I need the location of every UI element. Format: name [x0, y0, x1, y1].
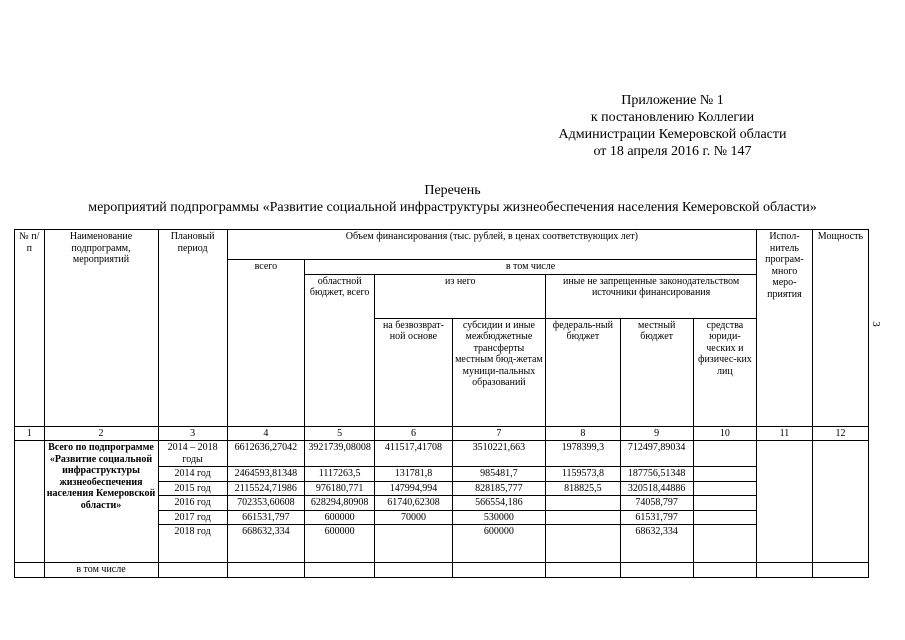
legal-entities-cell [693, 481, 756, 496]
header-number: № п/п [15, 230, 45, 427]
column-number: 3 [158, 426, 227, 441]
period-cell: 2017 год [158, 510, 227, 525]
header-of-which: из него [375, 274, 546, 318]
empty-cell [452, 563, 546, 578]
legal-entities-cell [693, 467, 756, 482]
header-period: Плановый период [158, 230, 227, 427]
subsidies-cell: 530000 [452, 510, 546, 525]
empty-cell [620, 563, 693, 578]
column-number: 11 [756, 426, 812, 441]
column-number: 5 [305, 426, 375, 441]
federal-cell [546, 525, 620, 563]
period-cell: 2015 год [158, 481, 227, 496]
empty-cell [158, 563, 227, 578]
regional-cell: 600000 [305, 525, 375, 563]
legal-entities-cell [693, 496, 756, 511]
legal-entities-cell [693, 525, 756, 563]
appendix-line-4: от 18 апреля 2016 г. № 147 [593, 144, 752, 159]
empty-cell [375, 563, 452, 578]
regional-cell: 3921739,08008 [305, 441, 375, 467]
header-executor: Испол-нитель програм-много меро-приятия [756, 230, 812, 427]
empty-cell [693, 563, 756, 578]
header-local: местный бюджет [620, 318, 693, 426]
federal-cell: 1978399,3 [546, 441, 620, 467]
header-name: Наименование подпрограмм, мероприятий [44, 230, 158, 427]
total-cell: 668632,334 [227, 525, 304, 563]
period-cell: 2014 – 2018 годы [158, 441, 227, 467]
document-title: Перечень [424, 183, 481, 198]
column-number: 2 [44, 426, 158, 441]
period-cell: 2018 год [158, 525, 227, 563]
column-number: 8 [546, 426, 620, 441]
period-cell: 2014 год [158, 467, 227, 482]
regional-cell: 1117263,5 [305, 467, 375, 482]
regional-cell: 600000 [305, 510, 375, 525]
local-cell: 61531,797 [620, 510, 693, 525]
header-non-repayable: на безвозврат-ной основе [375, 318, 452, 426]
row-number-cell [15, 563, 45, 578]
subsidies-cell: 566554,186 [452, 496, 546, 511]
column-number: 6 [375, 426, 452, 441]
total-cell: 661531,797 [227, 510, 304, 525]
empty-cell [812, 563, 868, 578]
empty-cell [756, 563, 812, 578]
federal-cell: 818825,5 [546, 481, 620, 496]
regional-cell: 976180,771 [305, 481, 375, 496]
non-repayable-cell: 147994,994 [375, 481, 452, 496]
header-federal: федераль-ный бюджет [546, 318, 620, 426]
subsidies-cell: 985481,7 [452, 467, 546, 482]
header-including: в том числе [305, 260, 757, 275]
non-repayable-cell: 131781,8 [375, 467, 452, 482]
total-cell: 2115524,71986 [227, 481, 304, 496]
subsidies-cell: 3510221,663 [452, 441, 546, 467]
capacity-cell [812, 441, 868, 563]
table-row [15, 441, 869, 467]
empty-cell [227, 563, 304, 578]
non-repayable-cell: 411517,41708 [375, 441, 452, 467]
document-subtitle: мероприятий подпрограммы «Развитие социальной инфраструктуры жизнеобеспечения населения Кемеровской области» [88, 200, 817, 215]
subsidies-cell: 600000 [452, 525, 546, 563]
header-other-sources: иные не запрещенные законодательством источники финансирования [546, 274, 757, 318]
non-repayable-cell [375, 525, 452, 563]
appendix-header [520, 92, 825, 160]
program-name: Всего по подпрограмме «Развитие социальной инфраструктуры жизнеобеспечения населения Кемеровской области» [44, 441, 158, 563]
empty-cell [546, 563, 620, 578]
row-number-cell [15, 441, 45, 563]
header-regional-budget: областной бюджет, всего [305, 274, 375, 426]
column-number: 9 [620, 426, 693, 441]
including-label: в том числе [44, 563, 158, 578]
regional-cell: 628294,80908 [305, 496, 375, 511]
local-cell: 320518,44886 [620, 481, 693, 496]
empty-cell [305, 563, 375, 578]
legal-entities-cell [693, 510, 756, 525]
appendix-line-1: Приложение № 1 [621, 93, 724, 108]
column-number: 7 [452, 426, 546, 441]
appendix-line-3: Администрации Кемеровской области [558, 127, 787, 142]
header-capacity: Мощность [812, 230, 868, 427]
header-subsidies: субсидии и иные межбюджетные трансферты местным бюд-жетам муници-пальных образований [452, 318, 546, 426]
header-funding: Объем финансирования (тыс. рублей, в ценах соответствующих лет) [227, 230, 756, 260]
local-cell: 74058,797 [620, 496, 693, 511]
appendix-line-2: к постановлению Коллегии [590, 110, 755, 125]
header-legal-entities: средства юриди-ческих и физичес-ких лиц [693, 318, 756, 426]
page-number: 3 [869, 321, 882, 327]
total-cell: 702353,60608 [227, 496, 304, 511]
column-number: 12 [812, 426, 868, 441]
period-cell: 2016 год [158, 496, 227, 511]
legal-entities-cell [693, 441, 756, 467]
subsidies-cell: 828185,777 [452, 481, 546, 496]
local-cell: 712497,89034 [620, 441, 693, 467]
local-cell: 68632,334 [620, 525, 693, 563]
column-number: 4 [227, 426, 304, 441]
header-total: всего [227, 260, 304, 427]
non-repayable-cell: 61740,62308 [375, 496, 452, 511]
total-cell: 6612636,27042 [227, 441, 304, 467]
federal-cell [546, 496, 620, 511]
non-repayable-cell: 70000 [375, 510, 452, 525]
measures-table [14, 229, 869, 578]
executor-cell [756, 441, 812, 563]
total-cell: 2464593,81348 [227, 467, 304, 482]
local-cell: 187756,51348 [620, 467, 693, 482]
table-row [15, 563, 869, 578]
column-number: 10 [693, 426, 756, 441]
federal-cell: 1159573,8 [546, 467, 620, 482]
column-number: 1 [15, 426, 45, 441]
federal-cell [546, 510, 620, 525]
